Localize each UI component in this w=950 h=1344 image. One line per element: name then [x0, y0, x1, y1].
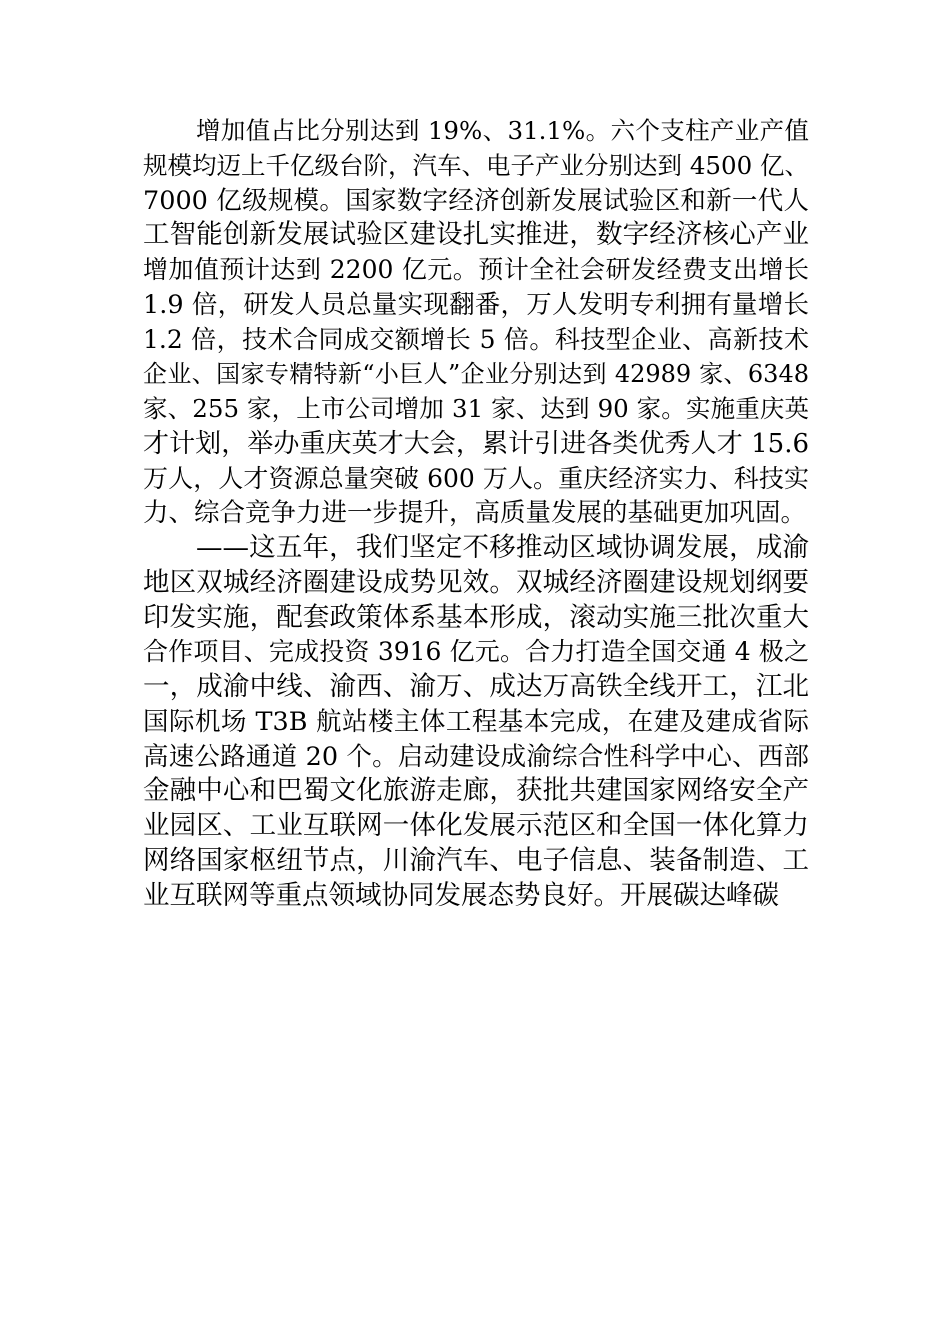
text-line: 力、综合竞争力进一步提升，高质量发展的基础更加巩固。	[143, 498, 807, 529]
text-line: 网络国家枢纽节点，川渝汽车、电子信息、装备制造、工	[143, 844, 809, 876]
text-line: 7000 亿级规模。国家数字经济创新发展试验区和新一代人	[143, 185, 809, 216]
text-line: 工智能创新发展试验区建设扎实推进，数字经济核心产业	[143, 219, 809, 251]
text-line: 印发实施，配套政策体系基本形成，滚动实施三批次重大	[143, 601, 809, 633]
text-line: 规模均迈上千亿级台阶，汽车、电子产业分别达到 4500 亿、	[143, 150, 809, 180]
text-line: 增加值预计达到 2200 亿元。预计全社会研发经费支出增长	[143, 255, 809, 284]
text-line: 1.2 倍，技术合同成交额增长 5 倍。科技型企业、高新技术	[143, 324, 809, 354]
text-line: 高速公路通道 20 个。启动建设成渝综合性科学中心、西部	[143, 741, 809, 772]
text-line: ——这五年，我们坚定不移推动区域协调发展，成渝	[196, 532, 809, 563]
text-line: 万人，人才资源总量突破 600 万人。重庆经济实力、科技实	[143, 463, 809, 493]
text-line: 业园区、工业互联网一体化发展示范区和全国一体化算力	[143, 810, 809, 841]
text-line: 企业、国家专精特新“小巨人”企业分别达到 42989 家、6348	[143, 360, 809, 389]
text-line: 地区双城经济圈建设成势见效。双城经济圈建设规划纲要	[143, 566, 809, 598]
text-line: 业互联网等重点领域协同发展态势良好。开展碳达峰碳	[143, 879, 779, 911]
text-line: 1.9 倍，研发人员总量实现翻番，万人发明专利拥有量增长	[143, 289, 809, 320]
text-line: 家、255 家，上市公司增加 31 家、达到 90 家。实施重庆英	[143, 394, 809, 423]
body-text	[143, 114, 809, 913]
text-line: 一，成渝中线、渝西、渝万、成达万高铁全线开工，江北	[143, 671, 809, 702]
text-line: 才计划，举办重庆英才大会，累计引进各类优秀人才 15.6	[143, 428, 809, 459]
text-line: 金融中心和巴蜀文化旅游走廊，获批共建国家网络安全产	[143, 775, 809, 807]
text-line: 增加值占比分别达到 19%、31.1%。六个支柱产业产值	[196, 116, 809, 145]
text-line: 国际机场 T3B 航站楼主体工程基本完成，在建及建成省际	[143, 706, 809, 737]
text-line: 合作项目、完成投资 3916 亿元。合力打造全国交通 4 极之	[143, 637, 809, 667]
